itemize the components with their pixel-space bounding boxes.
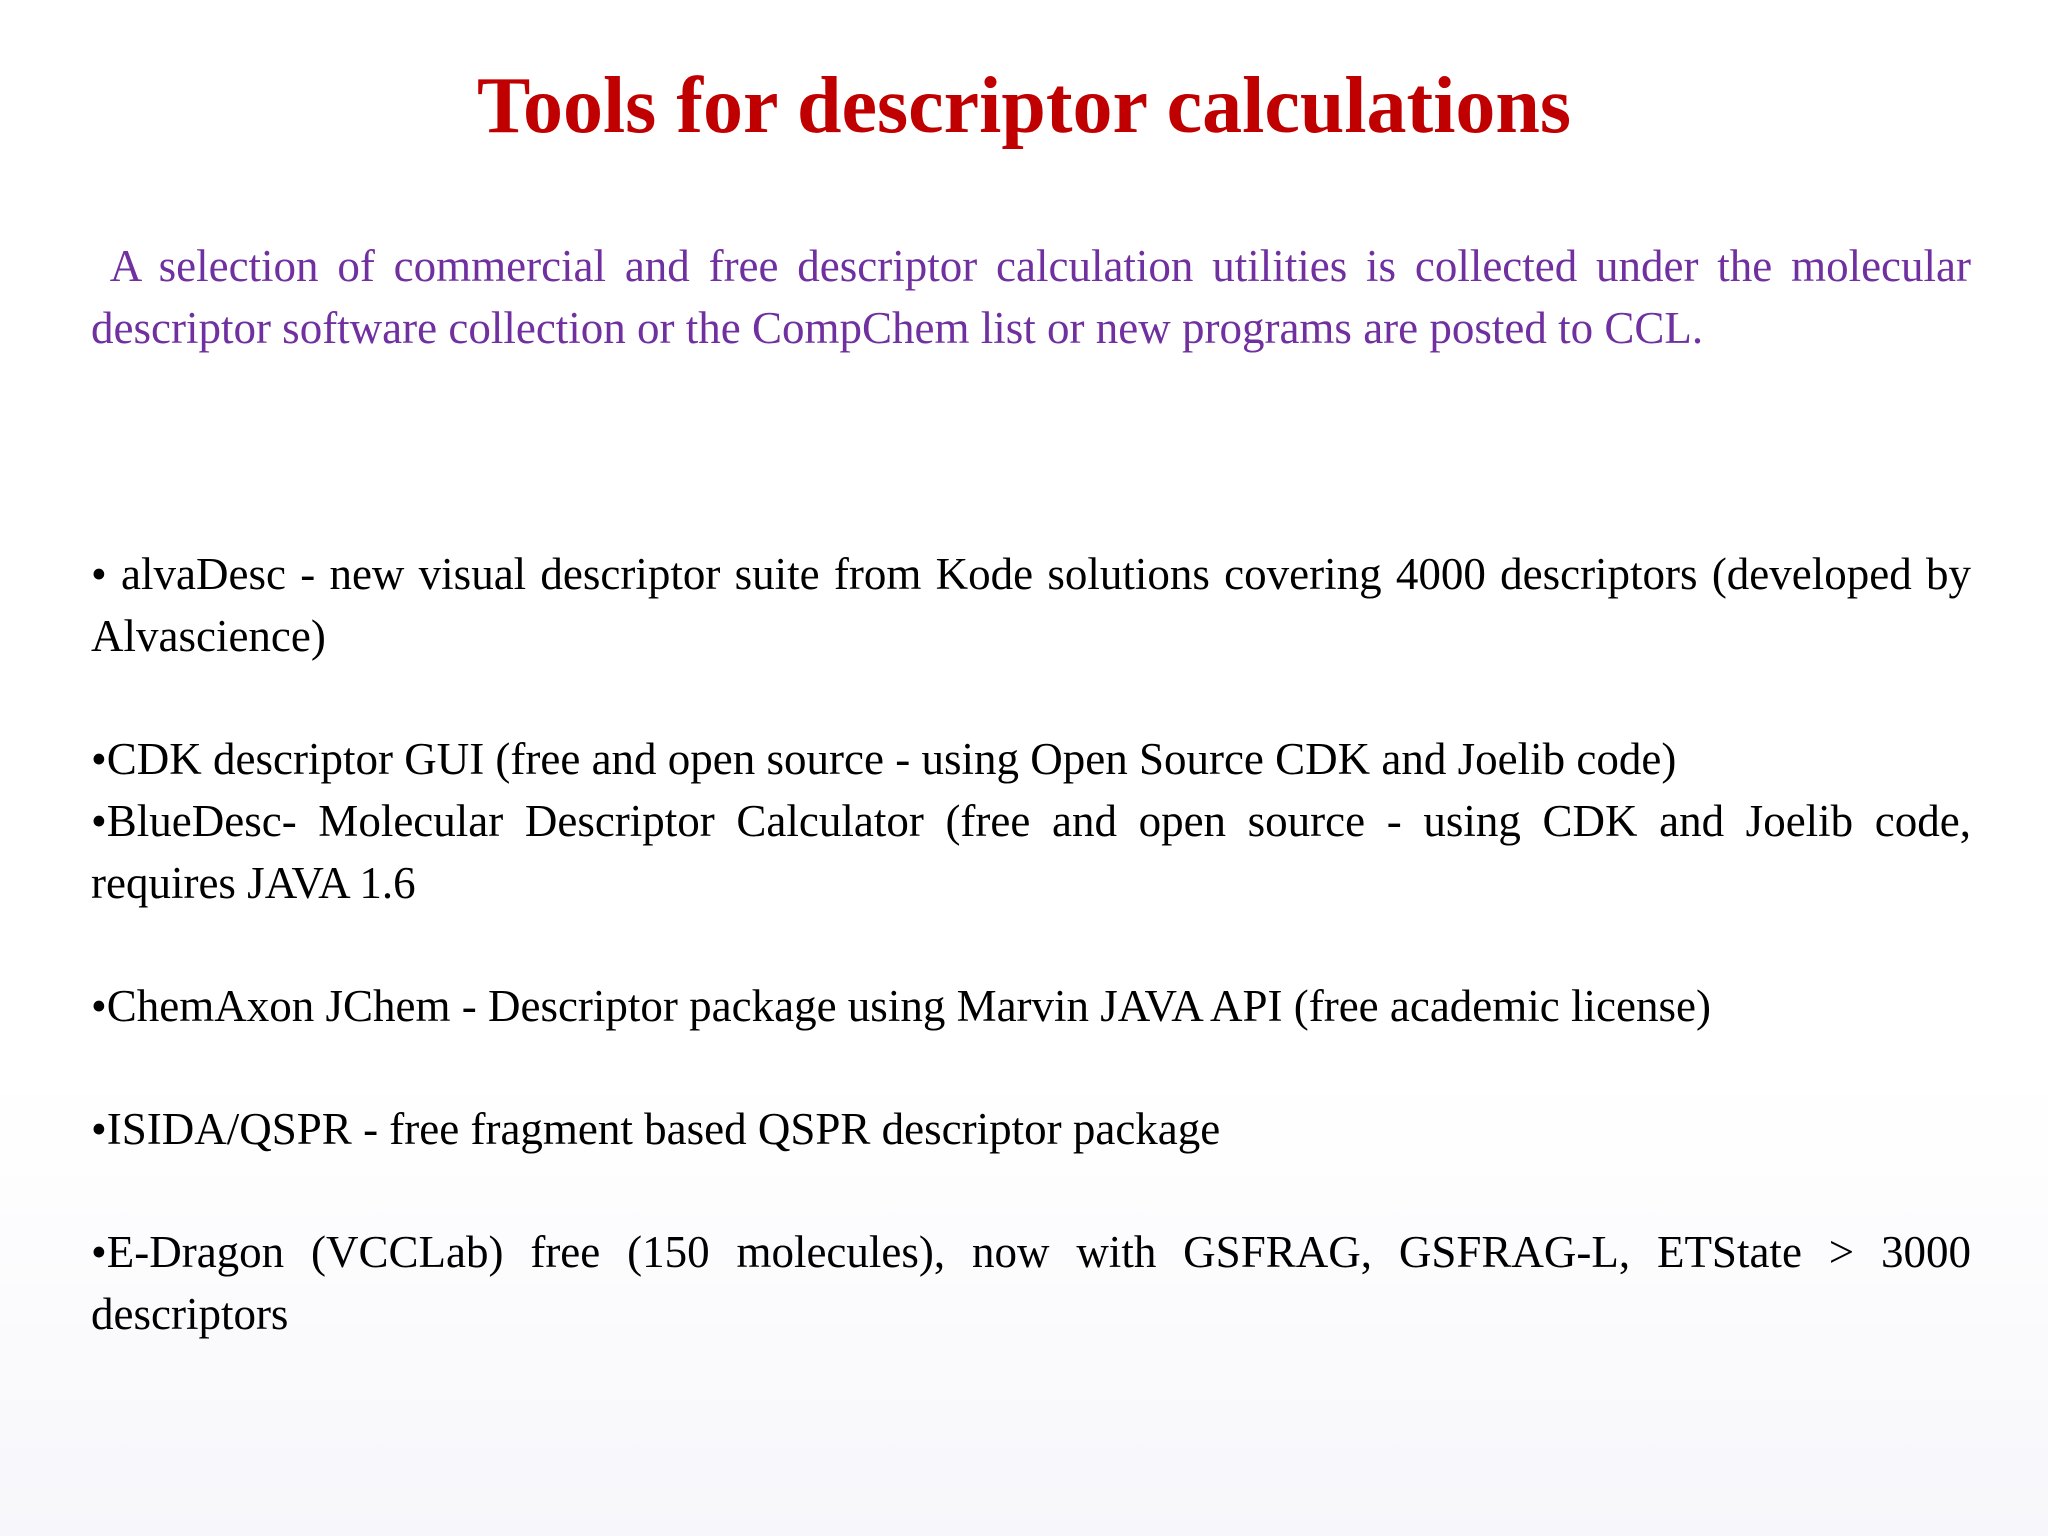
slide-title: Tools for descriptor calculations [476, 62, 1572, 150]
list-item-bluedesc: •BlueDesc- Molecular Descriptor Calculator (free and open source - using CDK and Joelib code, requires JAVA 1.6 [91, 796, 1971, 908]
intro-paragraph: A selection of commercial and free descriptor calculation utilities is collected under the molecular descriptor software collection or the CompChem list or new programs are posted to CCL. [91, 241, 1971, 353]
list-item-e-dragon: •E-Dragon (VCCLab) free (150 molecules), now with GSFRAG, GSFRAG-L, ETState > 3000 descriptors [91, 1227, 1971, 1339]
tool-list [91, 543, 1971, 1345]
list-item-alvadesc: • alvaDesc - new visual descriptor suite from Kode solutions covering 4000 descriptors (developed by Alvascience) [91, 549, 1971, 661]
list-item-isida-qspr: •ISIDA/QSPR - free fragment based QSPR descriptor package [91, 1104, 1221, 1154]
list-item-chemaxon-jchem: •ChemAxon JChem - Descriptor package using Marvin JAVA API (free academic license) [91, 981, 1711, 1031]
list-item-cdk-descriptor-gui: •CDK descriptor GUI (free and open source - using Open Source CDK and Joelib code) [91, 734, 1677, 784]
